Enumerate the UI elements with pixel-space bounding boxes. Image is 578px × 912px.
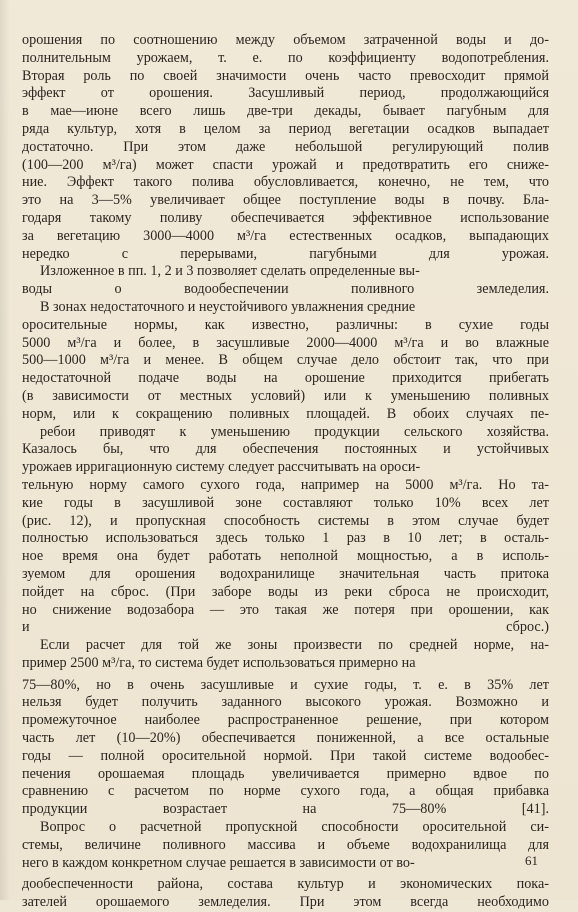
text-line: промежуточное наиболее распространенное решение, при котором bbox=[22, 712, 549, 729]
text-line: годаря такому поливу обеспечивается эффективное использование bbox=[22, 209, 549, 226]
text-line: норм, или к сокращению поливных площадей. В обоих случаях пе- bbox=[22, 405, 549, 422]
text-line: 75—80%, но в очень засушливые и сухие годы, т. е. в 35% лет bbox=[22, 676, 549, 693]
text-line: Вторая роль по своей значимости очень часто превосходит прямой bbox=[22, 67, 549, 84]
text-line: недостаточной подаче воды на орошение приходится прибегать bbox=[22, 370, 549, 387]
text-line: орошения по соотношению между объемом затраченной воды и до- bbox=[22, 32, 549, 48]
text-line: полностью использоваться здесь только 1 раз в 10 лет; в осталь- bbox=[22, 530, 549, 547]
text-line: и сброс.) bbox=[22, 619, 549, 636]
text-line: пойдет на сброс. (При заборе воды из реки сброса не происходит, bbox=[22, 583, 549, 600]
text-line: продукции возрастает на 75—80% [41]. bbox=[22, 801, 549, 818]
text-line: достаточно. При этом даже небольшой регулирующий полив bbox=[22, 138, 549, 155]
text-line: но снижение водозабора — это такая же потеря при орошении, как bbox=[22, 601, 549, 618]
text-line: Казалось бы, что для обеспечения постоянных и устойчивых bbox=[22, 441, 549, 458]
text-line: Вопрос о расчетной пропускной способности оросительной си- bbox=[40, 819, 549, 836]
text-line: Изложенное в пп. 1, 2 и 3 позволяет сделать определенные вы- bbox=[40, 263, 420, 280]
text-line: ряда культур, хотя в целом за период вегетации осадков выпадает bbox=[22, 120, 549, 137]
text-line: за вегетацию 3000—4000 м³/га естественных осадков, выпадающих bbox=[22, 227, 549, 244]
text-line: (100—200 м³/га) может спасти урожай и предотвратить его сниже- bbox=[22, 156, 549, 173]
text-line: дообеспеченности района, состава культур и экономических пока- bbox=[22, 876, 549, 893]
text-line: ное время она будет работать неполной мощностью, а в исполь- bbox=[22, 548, 549, 565]
text-line: воды о водообеспечении поливного земледелия. bbox=[22, 281, 549, 298]
text-line: зуемом для орошения водохранилище значительная часть притока bbox=[22, 565, 549, 582]
text-line: него в каждом конкретном случае решается в зависимости от во- bbox=[22, 854, 415, 871]
text-line: Если расчет для той же зоны произвести по средней норме, на- bbox=[40, 637, 549, 654]
text-line: ребои приводят к уменьшению продукции сельского хозяйства. bbox=[40, 423, 549, 440]
text-line: 500—1000 м³/га и менее. В общем случае дело обстоит так, что при bbox=[22, 352, 549, 369]
text-line: часть лет (10—20%) обеспечивается пониженной, а все остальные bbox=[22, 730, 549, 747]
text-line: сравнению с расчетом по норме сухого года, а общая прибавка bbox=[22, 783, 549, 800]
text-line: кие годы в засушливой зоне составляют только 10% всех лет bbox=[22, 494, 549, 511]
text-line: стемы, величине поливного массива и объеме водохранилища для bbox=[22, 836, 549, 853]
text-line: В зонах недостаточного и неустойчивого увлажнения средние bbox=[40, 298, 416, 315]
text-line: нередко с перерывами, пагубными для урожая. bbox=[22, 245, 549, 262]
page-number: 61 bbox=[525, 853, 538, 868]
text-line: полнительным урожаем, т. е. по коэффициенту водопотребления. bbox=[22, 49, 549, 66]
text-line: эффект от орошения. Засушливый период, продолжающийся bbox=[22, 85, 549, 102]
text-line: 5000 м³/га и более, в засушливые 2000—4000 м³/га и во влажные bbox=[22, 334, 549, 351]
text-line: это на 3—5% увеличивает общее поступление воды в почву. Бла- bbox=[22, 192, 549, 209]
text-line: (в зависимости от местных условий) или к уменьшению поливных bbox=[22, 387, 549, 404]
text-line: нельзя будет получить заданного высокого урожая. Возможно и bbox=[22, 694, 549, 711]
text-line: оросительные нормы, как известно, различны: в сухие годы bbox=[22, 316, 549, 333]
text-line: печения орошаемая площадь увеличивается примерно вдвое по bbox=[22, 765, 549, 782]
text-line: в мае—июне всего лишь две-три декады, бывает пагубным для bbox=[22, 103, 549, 120]
text-line: (рис. 12), и пропускная способность системы в этом случае будет bbox=[22, 512, 549, 529]
text-line: урожаев ирригационную систему следует рассчитывать на ороси- bbox=[22, 459, 421, 476]
text-line: пример 2500 м³/га, то система будет использоваться примерно на bbox=[22, 654, 416, 671]
text-line: зателей орошаемого земледелия. При этом всегда необходимо bbox=[22, 894, 549, 911]
text-line: годы — полной оросительной нормой. При такой системе водообес- bbox=[22, 747, 549, 764]
text-line: тельную норму самого сухого года, например на 5000 м³/га. Но та- bbox=[22, 476, 549, 493]
body-text bbox=[22, 32, 549, 912]
text-line: ние. Эффект такого полива обусловливается, конечно, не тем, что bbox=[22, 174, 549, 191]
